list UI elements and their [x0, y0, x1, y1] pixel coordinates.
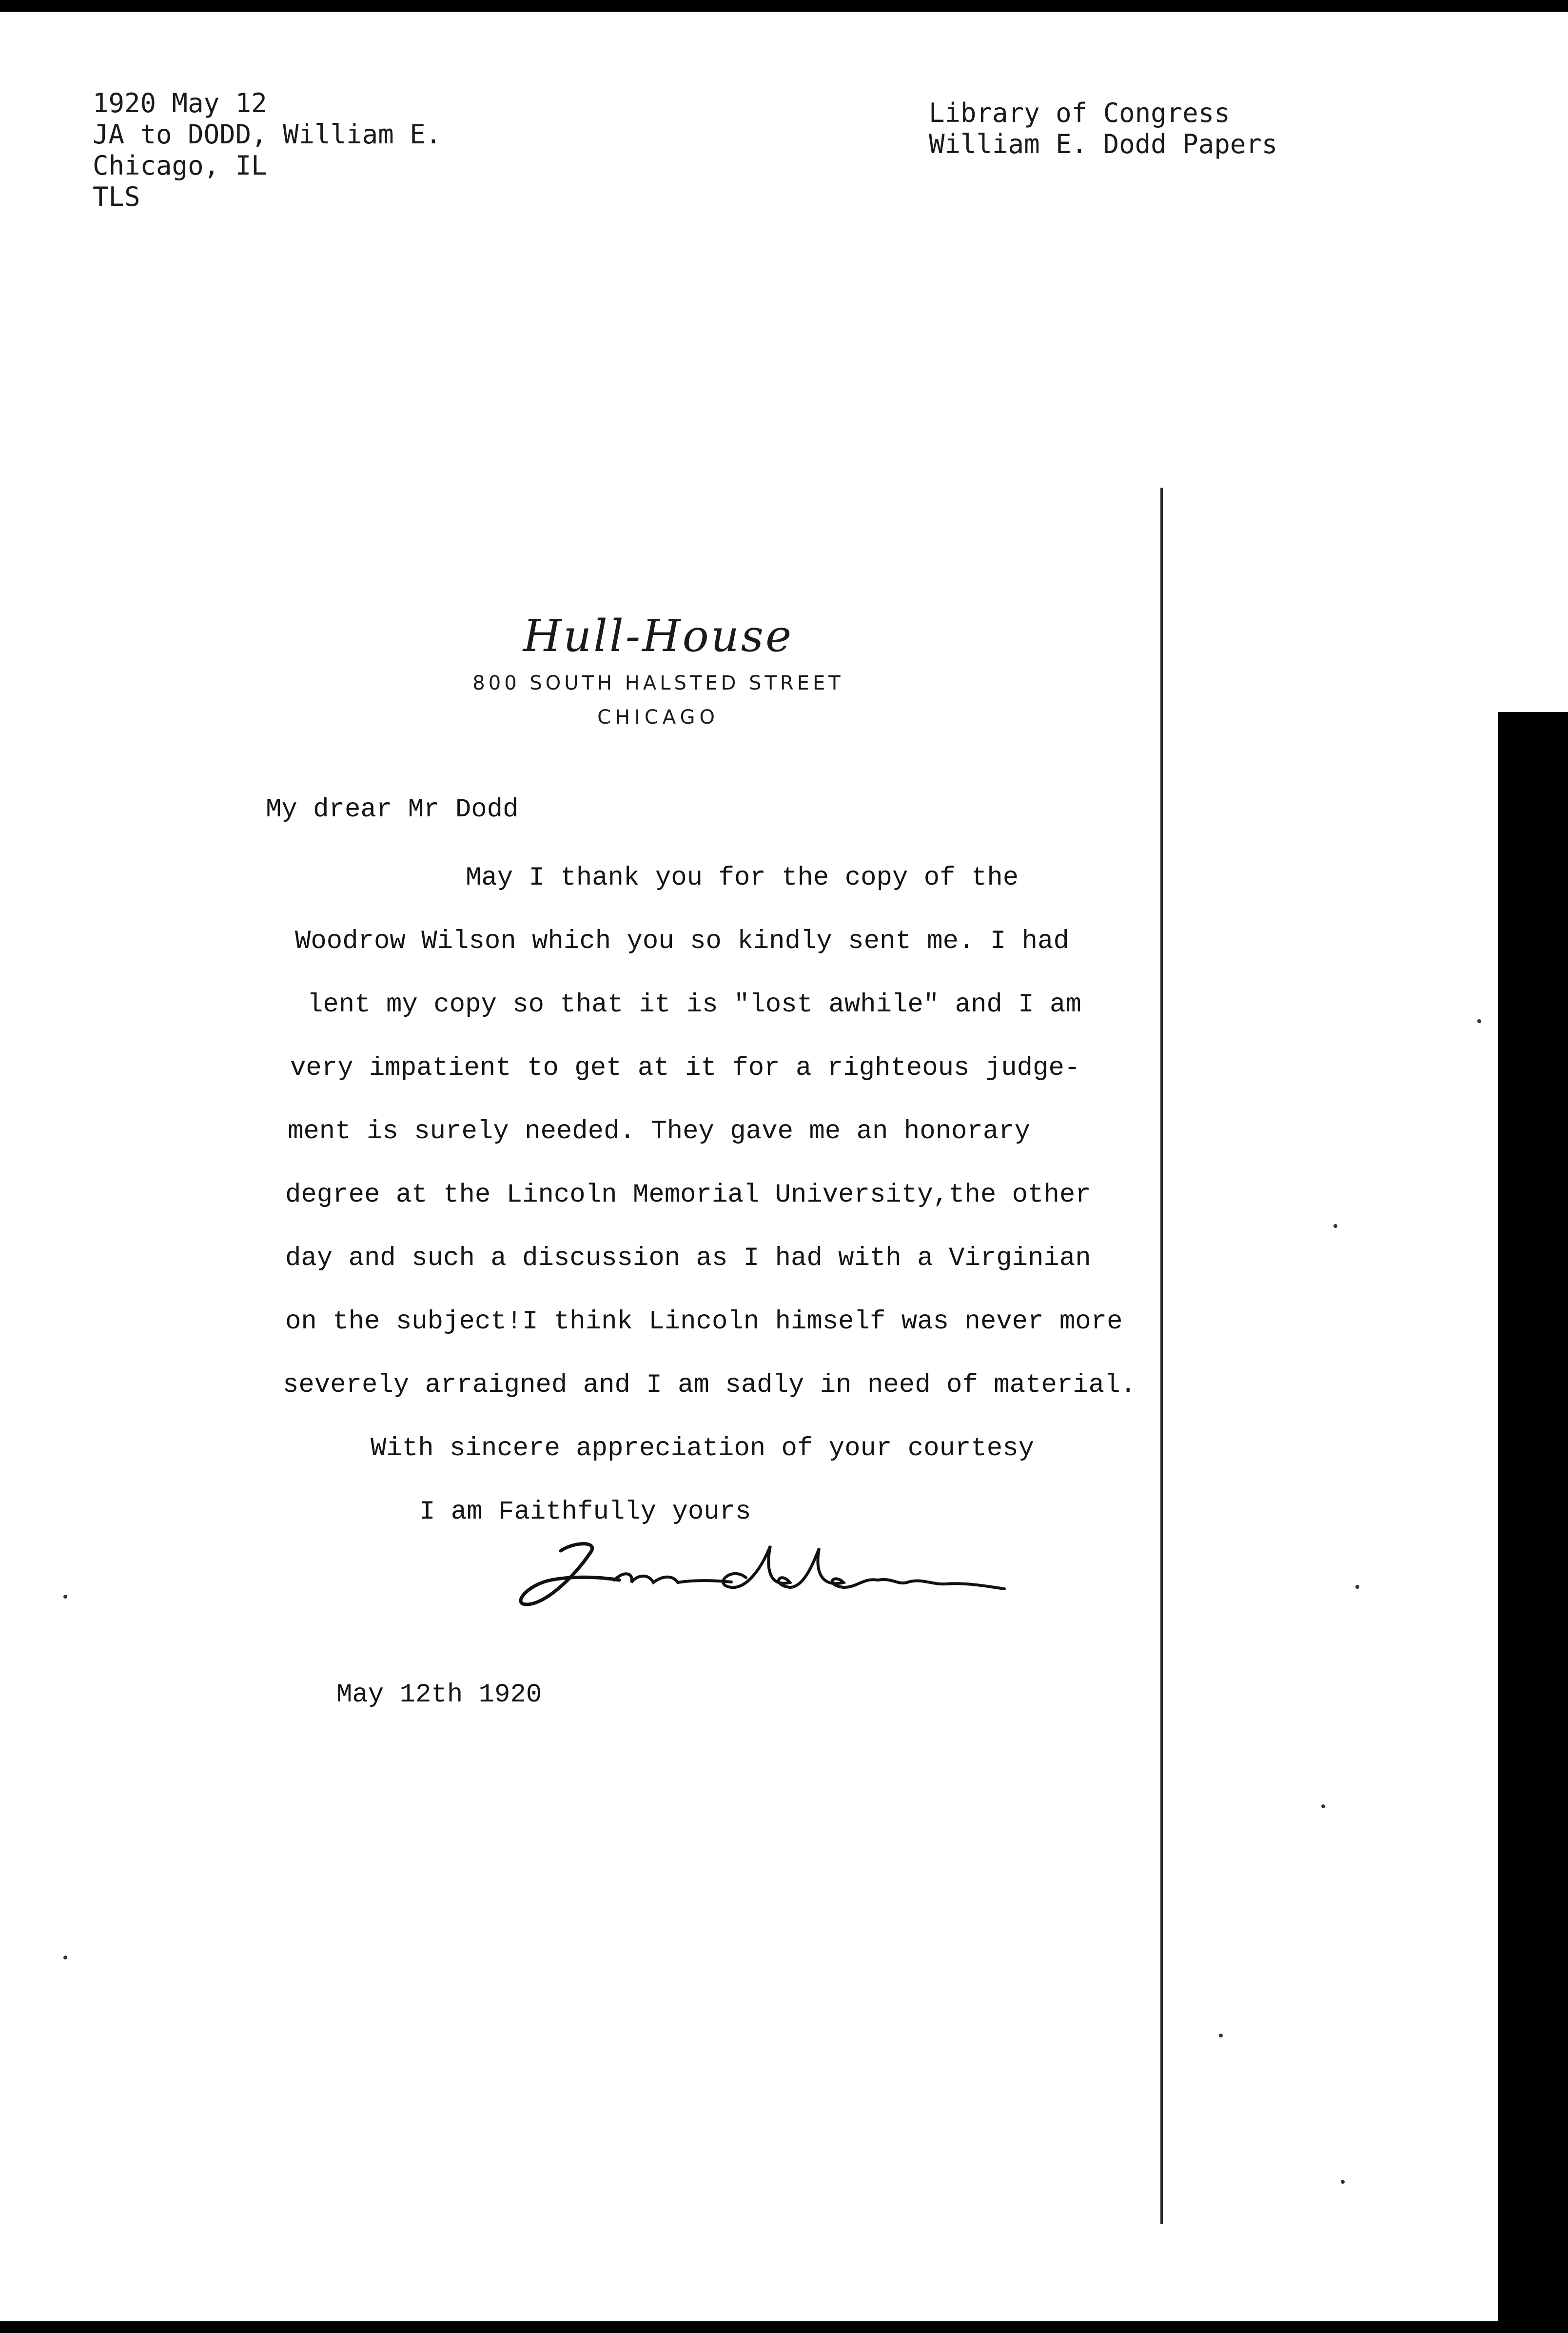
catalog-place: Chicago, IL [93, 150, 267, 181]
body-line: severely arraigned and I am sadly in need of material. [283, 1370, 1136, 1400]
catalog-date: 1920 May 12 [93, 88, 267, 119]
scan-speck [63, 1956, 67, 1959]
letterhead [439, 610, 878, 729]
archive-collection: William E. Dodd Papers [929, 129, 1278, 159]
scan-speck [1321, 1804, 1325, 1808]
handwritten-signature [517, 1531, 1043, 1619]
body-line: lent my copy so that it is "lost awhile" and I am [307, 990, 1081, 1020]
letter-closing-valediction: I am Faithfully yours [419, 1497, 751, 1527]
scan-speck [1341, 2180, 1345, 2184]
archive-header [929, 98, 1277, 160]
archive-institution: Library of Congress [929, 98, 1230, 128]
page-fold-line [1160, 488, 1163, 2224]
letter-date: May 12th 1920 [336, 1680, 542, 1710]
catalog-type: TLS [93, 181, 140, 212]
body-line: Woodrow Wilson which you so kindly sent me. I had [295, 927, 1069, 956]
scan-speck [1219, 2034, 1223, 2037]
scan-border-bottom [0, 2321, 1568, 2333]
letterhead-street: 800 SOUTH HALSTED STREET [472, 672, 844, 694]
body-line: May I thank you for the copy of the [466, 863, 1019, 893]
catalog-header [93, 88, 441, 213]
letterhead-name: Hull-House [523, 611, 794, 662]
scan-speck [63, 1595, 67, 1599]
body-line: very impatient to get at it for a righteous judge- [290, 1053, 1080, 1083]
scan-speck [1477, 1019, 1481, 1023]
scan-border-top [0, 0, 1568, 12]
body-line: ment is surely needed. They gave me an honorary [288, 1117, 1031, 1147]
letterhead-city: CHICAGO [597, 706, 719, 729]
scan-speck [1355, 1585, 1359, 1589]
letter-salutation: My drear Mr Dodd [266, 795, 519, 825]
body-line: degree at the Lincoln Memorial University,the other [285, 1180, 1091, 1210]
letter-closing-appreciation: With sincere appreciation of your courtesy [371, 1434, 1035, 1463]
catalog-correspondents: JA to DODD, William E. [93, 119, 442, 150]
scan-edge-shadow [1498, 712, 1568, 2333]
body-line: on the subject!I think Lincoln himself was never more [285, 1307, 1123, 1337]
scan-speck [1333, 1224, 1337, 1228]
body-line: day and such a discussion as I had with a Virginian [285, 1244, 1091, 1273]
